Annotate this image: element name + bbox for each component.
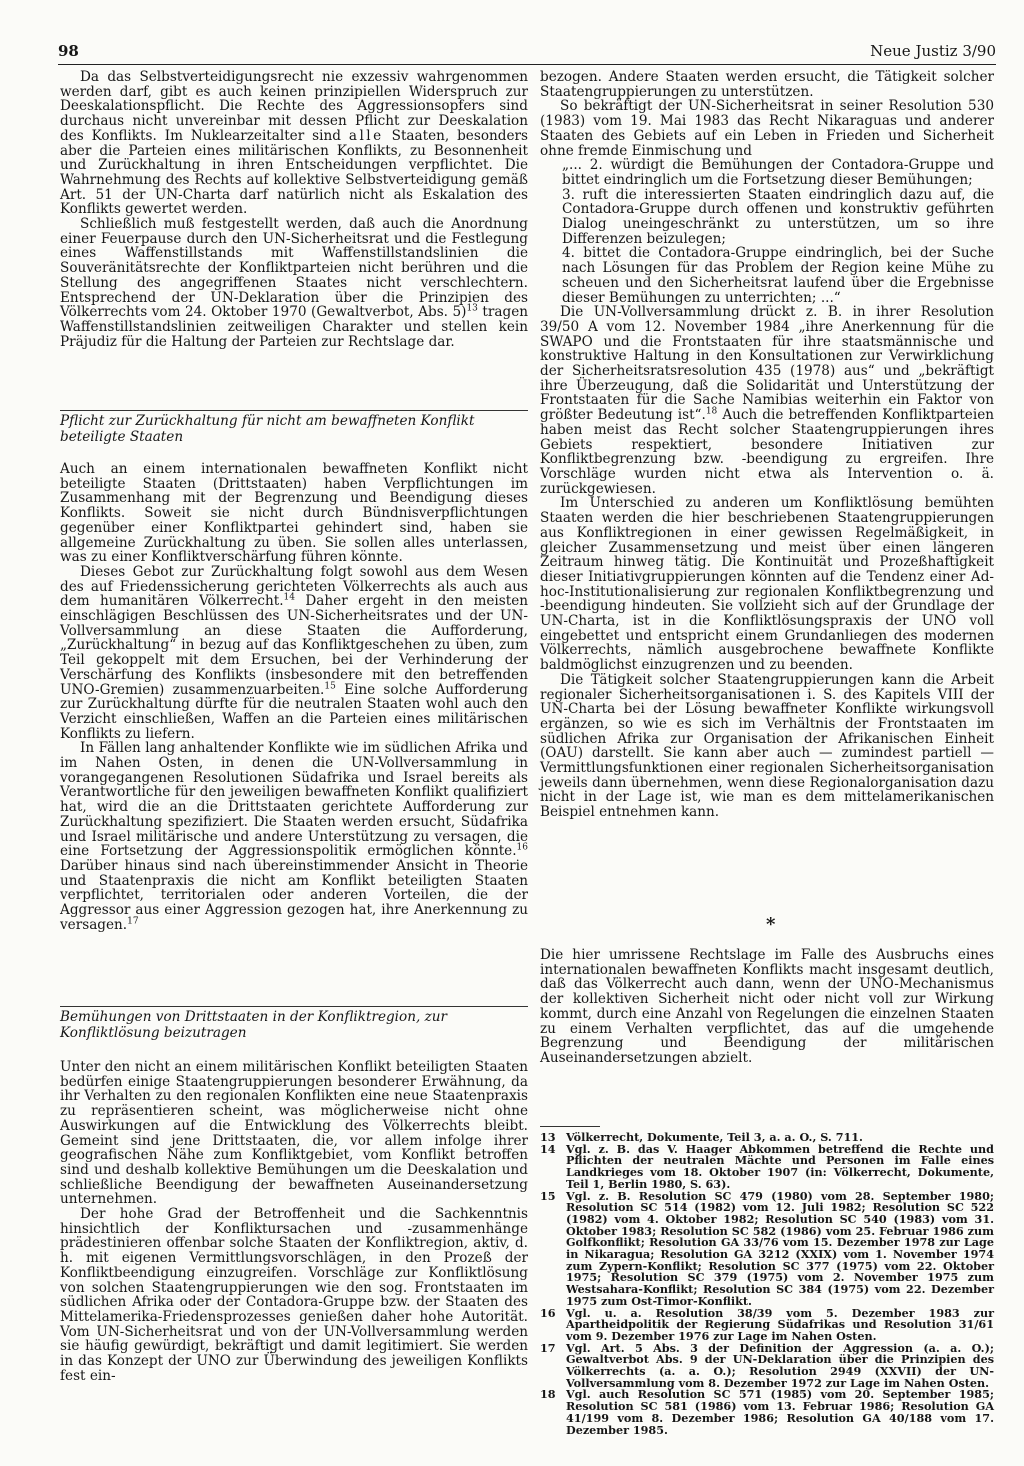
paragraph: So bekräftigt der UN-Sicherheitsrat in seiner Resolution 530 (1983) vom 19. Mai 1983 das Recht Nikaraguas und anderer Staaten des Gebiets auf ein Leben in Frieden und Sicherheit ohne fremde Einmischung und bbox=[540, 98, 994, 159]
paragraph: Im Unterschied zu anderen um Konfliktlösung bemühten Staaten werden die hier beschriebenen Staatengruppierungen aus Konfliktregionen in einer gewissen Regelmäßigkeit, in gleicher Zusammensetzung und meist über einen längeren Zeitraum hinweg tätig. Die Kontinuität und Prozeßhaftigkeit dieser Initiativgruppierungen könnten auf die Tendenz einer Ad-hoc-Institutionalisierung zur regionalen Konfliktbegrenzung und -beendigung hindeuten. Sie vollzieht sich auf der Grundlage der UN-Charta, ist in die Konfliktlösungspraxis der UNO voll eingebettet und entspricht einem Grundanliegen des modernen Völkerrechts, nämlich ausgebrochene bewaffnete Konflikte baldmöglichst einzugrenzen und zu beenden. bbox=[540, 495, 994, 674]
footnote-ref: 14 bbox=[283, 592, 295, 603]
quote-paragraph: 4. bittet die Contadora-Gruppe eindringlich, bei der Suche nach Lösungen für das Problem der Region keine Mühe zu scheuen und den Sicherheitsrat laufend über die Ergebnisse dieser Bemühungen zu unterrichten; ...“ bbox=[562, 245, 994, 306]
paragraph: Unter den nicht an einem militärischen Konflikt beteiligten Staaten bedürfen einige Staatengruppierungen besonderer Erwähnung, da ihr Verhalten zu den regionalen Konflikten eine neue Staatenpraxis zu repräsentieren scheint, was möglicherweise nicht ohne Auswirkungen auf die Entwicklung des Völkerrechts bleibt. Gemeint sind jene Drittstaaten, die, vor allem infolge ihrer geografischen Nähe zum Konfliktgebiet, vom Konflikt betroffen sind und deshalb kollektive Bemühungen um die Deeskalation und schließliche Beendigung der bewaffneten Auseinandersetzung unternehmen. bbox=[60, 1059, 528, 1208]
section-heading-1: Pflicht zur Zurückhaltung für nicht am bewaffneten Konflikt beteiligte Staaten bbox=[60, 410, 528, 445]
paragraph: Dieses Gebot zur Zurückhaltung folgt sowohl aus dem Wesen des auf Friedenssicherung gerichteten Völkerrechts als auch aus dem humanitären Völkerrecht.$^{14}$ Daher ergeht in den meisten einschlägigen Beschlüssen des UN-Sicherheitsrates und der UN-Vollversammlung an diese Staaten die Aufforderung, „Zurückhaltung“ in bezug auf das Konfliktgeschehen zu üben, zum Teil gekoppelt mit dem Ersuchen, bei der Verhinderung der Verschärfung des Konflikts (insbesondere mit den betreffenden UNO-Gremien) zusammenzuarbeiten.$^{15}$ Eine solche Aufforderung zur Zurückhaltung dürfte für die neutralen Staaten wohl auch den Verzicht einschließen, Waffen an die Parteien eines militärischen Konflikts zu liefern. bbox=[60, 563, 529, 742]
conclusion bbox=[540, 948, 994, 1066]
paragraph: Die hier umrissene Rechtslage im Falle des Ausbruchs eines internationalen bewaffneten Konflikts macht insgesamt deutlich, daß das Völkerrecht auch dann, wenn der UNO-Mechanismus der kollektiven Sicherheit nicht oder nicht voll zur Wirkung kommt, durch eine Anzahl von Regelungen die einzelnen Staaten zu einem Verhalten verpflichtet, das auf die umgehende Begrenzung und Beendigung der militärischen Auseinandersetzungen abzielt. bbox=[540, 947, 994, 1066]
paragraph: Die Tätigkeit solcher Staatengruppierungen kann die Arbeit regionaler Sicherheitsorganisationen i. S. des Kapitels VIII der UN-Charta bei der Lösung bewaffneter Konflikte wirkungsvoll ergänzen, so wie es sich im Verhältnis der Frontstaaten im südlichen Afrika zur Organisation der Afrikanischen Einheit (OAU) darstellt. Sie kann aber auch — zumindest partiell — Vermittlungsfunktionen einer regionalen Sicherheitsorganisation jeweils dann übernehmen, wenn diese Regionalorganisation dazu nicht in der Lage ist, wie man es dem mittelamerikanischen Beispiel entnehmen kann. bbox=[540, 671, 994, 821]
paragraph: Schließlich muß festgestellt werden, daß auch die Anordnung einer Feuerpause durch den UN-Sicherheitsrat und die Festlegung eines Waffenstillstands mit Waffenstillstandslinien die Souveränitätsrechte der Konfliktparteien nicht berühren und die Stellung des angegriffenen Staates nicht verschlechtern. Entsprechend der UN-Deklaration über die Prinzipien des Völkerrechts vom 24. Oktober 1970 (Gewaltverbot, Abs. 5)$^{13}$ tragen Waffenstillstandslinien zeitweiligen Charakter und stellen kein Präjudiz für die Haltung der Parteien zur Rechtslage dar. bbox=[60, 216, 528, 350]
footnote: 14 Vgl. z. B. das V. Haager Abkommen betreffend die Rechte und Pflichten der neutralen Mächte und Personen im Falle eines Landkrieges vom 18. Oktober 1907 (in: Völkerrecht, Dokumente, Teil 1, Berlin 1980, S. 63). bbox=[540, 1141, 994, 1191]
right-column bbox=[540, 70, 994, 820]
footnote: 16 Vgl. u. a. Resolution 38/39 vom 5. Dezember 1983 zur Apartheidpolitik der Regierung Südafrikas und Resolution 31/61 vom 9. Dezember 1976 zur Lage im Nahen Osten. bbox=[540, 1305, 994, 1343]
left-section-1 bbox=[60, 462, 528, 933]
footnote: 17 Vgl. Art. 5 Abs. 3 der Definition der Aggression (a. a. O.); Gewaltverbot Abs. 9 der UN-Deklaration über die Prinzipien des Völkerrechts (a. a. O.); Resolution 2949 (XXVII) der UN-Vollversammlung vom 8. Dezember 1972 zur Lage im Nahen Osten. bbox=[540, 1340, 994, 1390]
paragraph: In Fällen lang anhaltender Konflikte wie im südlichen Afrika und im Nahen Osten, in denen die UN-Vollversammlung in vorangegangenen Resolutionen Südafrika und Israel bereits als Verantwortliche für den jeweiligen bewaffneten Konflikt qualifiziert hat, wird die an die Drittstaaten gerichtete Aufforderung zur Zurückhaltung spezifiziert. Die Staaten werden ersucht, Südafrika und Israel militärische und andere Unterstützung zu versagen, die eine Fortsetzung der Aggressionspolitik ermöglichen könnte.$^{16}$ Darüber hinaus sind nach übereinstimmender Ansicht in Theorie und Staatenpraxis die nicht am Konflikt beteiligten Staaten verpflichtet, territorialen oder anderen Vorteilen, die der Aggressor aus einer Aggression gezogen hat, ihre Anerkennung zu versagen.$^{17}$ bbox=[60, 740, 528, 933]
page-header bbox=[58, 40, 996, 65]
quote-paragraph: „... 2. würdigt die Bemühungen der Contadora-Gruppe und bittet eindringlich um die Fortsetzung dieser Bemühungen; bbox=[562, 157, 994, 188]
footnote: 15 Vgl. z. B. Resolution SC 479 (1980) vom 28. September 1980; Resolution SC 514 (1982) vom 12. Juli 1982; Resolution SC 522 (1982) vom 4. Oktober 1982; Resolution SC 540 (1983) vom 31. Oktober 1983; Resolution SC 582 (1986) vom 25. Februar 1986 zum Golfkonflikt; Resolution GA 33/76 vom 15. Dezember 1978 zur Lage in Nikaragua; Resolution GA 3212 (XXIX) vom 1. November 1974 zum Zypern-Konflikt; Resolution SC 377 (1975) vom 22. Oktober 1975; Resolution SC 379 (1975) vom 2. November 1975 zum Westsahara-Konflikt; Resolution SC 384 (1975) vom 22. Dezember 1975 zum Ost-Timor-Konflikt. bbox=[540, 1188, 994, 1308]
footnote-ref: 17 bbox=[127, 916, 139, 927]
paragraph: bezogen. Andere Staaten werden ersucht, die Tätigkeit solcher Staatengruppierungen zu unterstützen. bbox=[540, 69, 994, 100]
paragraph: Auch an einem internationalen bewaffneten Konflikt nicht beteiligte Staaten (Drittstaaten) haben Verpflichtungen im Zusammenhang mit der Begrenzung und Beendigung dieses Konflikts. Soweit sie nicht durch Bündnisverpflichtungen gegenüber einer Konfliktpartei gehindert sind, haben sie allgemeine Zurückhaltung zu üben. Sie sollen alles unterlassen, was zu einer Konfliktverschärfung führen könnte. bbox=[60, 461, 528, 566]
page-number: 98 bbox=[58, 42, 79, 60]
footnote-divider bbox=[540, 1126, 600, 1127]
section-heading-2: Bemühungen von Drittstaaten in der Konfliktregion, zur Konfliktlösung beizutragen bbox=[60, 1006, 528, 1041]
paragraph: Die UN-Vollversammlung drückt z. B. in ihrer Resolution 39/50 A vom 12. November 1984 „ihre Anerkennung für die SWAPO und die Frontstaaten für ihre staatsmännische und konstruktive Haltung in den Konsultationen zur Verwirklichung der Sicherheitsratsresolution 435 (1978) aus“ und „bekräftigt ihre Überzeugung, daß die Solidarität und Unterstützung der Frontstaaten für die Sache Namibias weiterhin ein Faktor von größter Bedeutung ist“.$^{18}$ Auch die betreffenden Konfliktparteien haben meist das Recht solcher Staatengruppierungen ihres Gebiets respektiert, besondere Initiativen zur Konfliktbegrenzung bzw. -beendigung zu ergreifen. Ihre Vorschläge wurden nicht etwa als Intervention o. ä. zurückgewiesen. bbox=[540, 304, 994, 497]
journal-title: Neue Justiz 3/90 bbox=[870, 42, 996, 60]
footnote: 13 Völkerrecht, Dokumente, Teil 3, a. a. O., S. 711. bbox=[540, 1130, 863, 1144]
left-intro bbox=[60, 70, 528, 349]
left-section-2 bbox=[60, 1060, 528, 1383]
quote-paragraph: 3. ruft die interessierten Staaten eindringlich dazu auf, die Contadora-Gruppe durch offenen und konstruktiv geführten Dialog uneingeschränkt zu unterstützen, um so ihre Differenzen beizulegen; bbox=[562, 186, 994, 247]
paragraph: Der hohe Grad der Betroffenheit und die Sachkenntnis hinsichtlich der Konfliktursachen und -zusammenhänge prädestinieren offenbar solche Staaten der Konfliktregion, aktiv, d. h. mit eigenen Vermittlungsvorschlägen, in den Prozeß der Konfliktbeendigung einzugreifen. Vorschläge zur Konfliktlösung von solchen Staatengruppierungen wie den sog. Frontstaaten im südlichen Afrika oder der Contadora-Gruppe bzw. der Staaten des Mittelamerika-Friedensprozesses genießen daher hohe Autorität. Vom UN-Sicherheitsrat und von der UN-Vollversammlung werden sie häufig gewürdigt, bekräftigt und damit legitimiert. Sie werden in das Konzept der UNO zur Überwindung des jeweiligen Konflikts fest ein- bbox=[60, 1206, 528, 1384]
footnote: 18 Vgl. auch Resolution SC 571 (1985) vom 20. September 1985; Resolution SC 581 (1986) vom 13. Februar 1986; Resolution GA 41/199 vom 8. Dezember 1986; Resolution GA 40/188 vom 17. Dezember 1985. bbox=[540, 1387, 994, 1437]
footnote-ref: 15 bbox=[324, 681, 336, 692]
paragraph: Da das Selbstverteidigungsrecht nie exzessiv wahrgenommen werden darf, gibt es auch keinen prinzipiellen Widerspruch zur Deeskalationspflicht. Die Rechte des Aggressionsopfers sind durchaus nicht unvereinbar mit dessen Pflicht zur Deeskalation des Konflikts. Im Nuklearzeitalter sind alle Staaten, besonders aber die Parteien eines militärischen Konflikts, zu Besonnenheit und Zurückhaltung in ihren Entscheidungen verpflichtet. Die Wahrnehmung des Rechts auf kollektive Selbstverteidigung gemäß Art. 51 der UN-Charta darf natürlich nicht als Eskalation des Konflikts gewertet werden. bbox=[60, 69, 528, 218]
footnote-ref: 13 bbox=[466, 303, 478, 314]
footnote-ref: 16 bbox=[516, 842, 528, 853]
footnote-ref: 18 bbox=[705, 406, 718, 417]
footnotes bbox=[540, 1132, 994, 1436]
section-separator: * bbox=[766, 914, 776, 935]
